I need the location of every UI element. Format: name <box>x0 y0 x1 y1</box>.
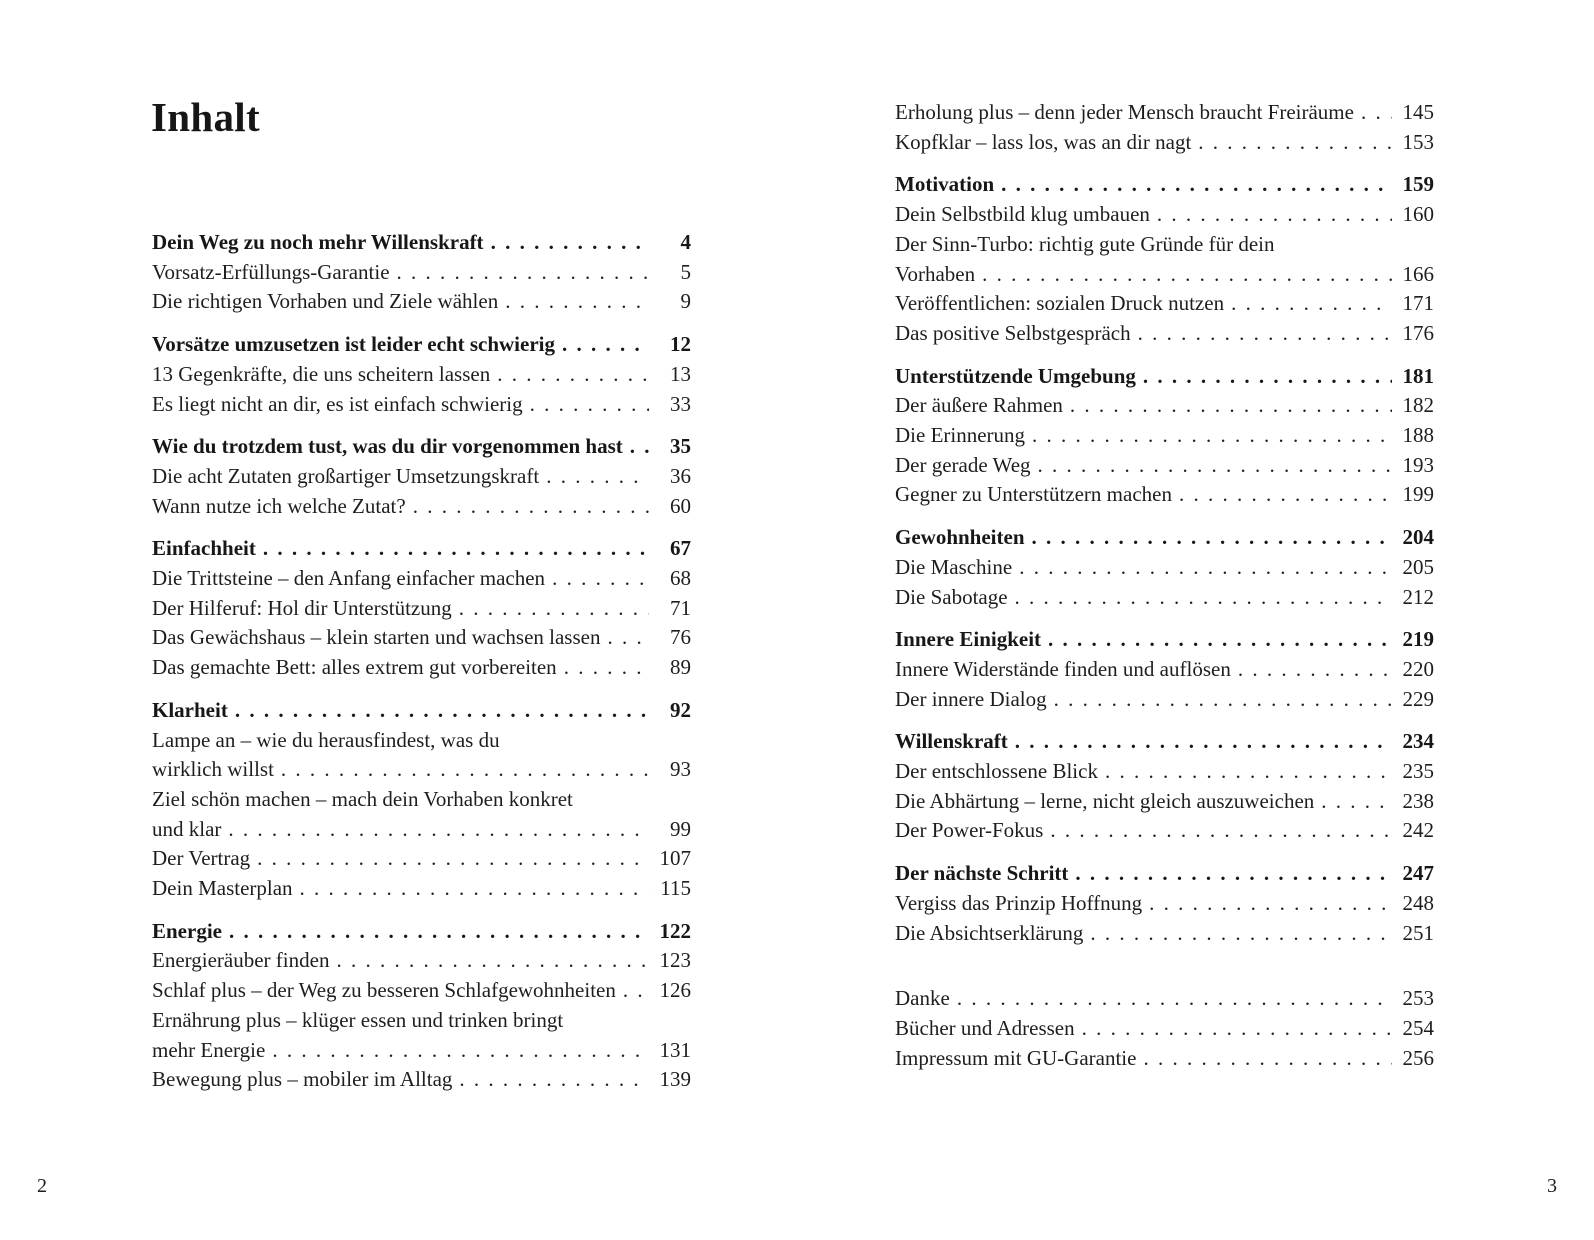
dot-leader <box>545 564 649 594</box>
toc-entry-label: Vergiss das Prinzip Hoffnung <box>895 890 1143 915</box>
dot-leader <box>1043 816 1392 846</box>
toc-entry-label: Dein Masterplan <box>152 876 293 901</box>
toc-entry-label: Wie du trotzdem tust, was du dir vorgenommen hast <box>152 434 623 459</box>
dot-leader <box>539 462 649 492</box>
dot-leader <box>1012 553 1392 583</box>
toc-entry-label: Energie <box>152 918 222 943</box>
toc-entry <box>895 889 1434 919</box>
dot-leader <box>1041 625 1392 655</box>
toc-entry-page: 89 <box>670 655 691 680</box>
toc-entry-page: 166 <box>1402 261 1434 286</box>
dot-leader <box>490 360 649 390</box>
dot-leader <box>1191 128 1392 158</box>
toc-entry-label: Motivation <box>895 172 995 197</box>
toc-entry-page: 68 <box>670 566 691 591</box>
toc-entry-page: 254 <box>1402 1015 1434 1040</box>
toc-entry <box>152 1065 691 1095</box>
toc-entry-label: Schlaf plus – der Weg zu besseren Schlafgewohnheiten <box>152 978 616 1003</box>
toc-entry <box>895 260 1434 290</box>
toc-entry <box>895 757 1434 787</box>
dot-leader <box>222 917 649 947</box>
toc-entry-page: 171 <box>1402 291 1434 316</box>
toc-entry-page: 251 <box>1402 920 1434 945</box>
toc-entry <box>152 228 691 258</box>
toc-entry-page: 122 <box>659 918 691 943</box>
toc-entry-page: 220 <box>1402 656 1434 681</box>
toc-entry <box>895 230 1434 260</box>
dot-leader <box>1075 1014 1392 1044</box>
toc-entry-page: 76 <box>670 625 691 650</box>
toc-entry-page: 35 <box>670 434 691 459</box>
toc-entry-page: 67 <box>670 536 691 561</box>
toc-entry-page: 33 <box>670 391 691 416</box>
toc-entry-label: wirklich willst <box>152 757 274 782</box>
toc-entry <box>152 755 691 785</box>
dot-leader <box>994 170 1392 200</box>
toc-entry-label: Einfachheit <box>152 536 256 561</box>
dot-leader <box>1083 919 1392 949</box>
dot-leader <box>1131 319 1392 349</box>
dot-leader <box>256 534 649 564</box>
dot-leader <box>1172 480 1392 510</box>
dot-leader <box>1142 889 1392 919</box>
dot-leader <box>1136 362 1392 392</box>
toc-entry <box>895 553 1434 583</box>
toc-entry <box>895 362 1434 392</box>
toc-entry <box>152 432 691 462</box>
toc-entry-label: Bewegung plus – mobiler im Alltag <box>152 1067 453 1092</box>
toc-entry-label: Die Sabotage <box>895 584 1008 609</box>
toc-entry-label: Die Absichtserklärung <box>895 920 1084 945</box>
dot-leader <box>329 946 649 976</box>
toc-entry-page: 60 <box>670 493 691 518</box>
toc-entry <box>895 451 1434 481</box>
toc-entry <box>152 330 691 360</box>
toc-entry-page: 71 <box>670 595 691 620</box>
toc-entry-page: 234 <box>1402 729 1434 754</box>
toc-entry-label: Wann nutze ich welche Zutat? <box>152 493 406 518</box>
toc-entry-label: Gegner zu Unterstützern machen <box>895 482 1172 507</box>
dot-leader <box>265 1036 649 1066</box>
toc-entry <box>152 258 691 288</box>
toc-entry-label: Der nächste Schritt <box>895 861 1069 886</box>
toc-entry-label: Der Hilferuf: Hol dir Unterstützung <box>152 595 452 620</box>
dot-leader <box>1068 859 1392 889</box>
toc-entry <box>895 685 1434 715</box>
toc-entry-label: Der Sinn-Turbo: richtig gute Gründe für dein <box>895 231 1275 256</box>
toc-entry <box>152 623 691 653</box>
dot-leader <box>600 623 649 653</box>
toc-entry-label: Die Erinnerung <box>895 423 1026 448</box>
toc-entry-page: 145 <box>1402 100 1434 124</box>
dot-leader <box>1008 727 1392 757</box>
toc-entry <box>895 1044 1434 1074</box>
dot-leader <box>1025 421 1392 451</box>
toc-entry-page: 182 <box>1402 393 1434 418</box>
toc-entry-label: Kopfklar – lass los, was an dir nagt <box>895 129 1192 154</box>
toc-entry-page: 160 <box>1402 202 1434 227</box>
toc-entry-page: 235 <box>1402 759 1434 784</box>
toc-entry-page: 219 <box>1402 627 1434 652</box>
toc-entry-label: Innere Einigkeit <box>895 627 1042 652</box>
toc-entry <box>152 785 691 815</box>
toc-entry-label: Energieräuber finden <box>152 948 330 973</box>
dot-leader <box>452 1065 649 1095</box>
toc-entry <box>895 625 1434 655</box>
dot-leader <box>975 260 1392 290</box>
dot-leader <box>1150 200 1392 230</box>
toc-entry-label: Vorhaben <box>895 261 976 286</box>
toc-entry-page: 247 <box>1402 861 1434 886</box>
toc-entry-page: 36 <box>670 463 691 488</box>
toc-entry-label: Der gerade Weg <box>895 452 1031 477</box>
toc-entry-page: 205 <box>1402 554 1434 579</box>
toc-entry-label: Das gemachte Bett: alles extrem gut vorbereiten <box>152 655 557 680</box>
toc-entry <box>895 421 1434 451</box>
toc-entry <box>152 653 691 683</box>
toc-entry <box>895 319 1434 349</box>
toc-entry <box>895 583 1434 613</box>
toc-entry-label: Die Trittsteine – den Anfang einfacher machen <box>152 566 546 591</box>
toc-entry-label: Dein Selbstbild klug umbauen <box>895 202 1150 227</box>
toc-entry <box>152 696 691 726</box>
toc-entry <box>895 128 1434 158</box>
toc-entry <box>895 480 1434 510</box>
toc-entry-page: 188 <box>1402 423 1434 448</box>
toc-list-right <box>895 98 1434 1073</box>
dot-leader <box>452 594 649 624</box>
toc-entry <box>152 917 691 947</box>
toc-entry-page: 99 <box>670 816 691 841</box>
toc-entry-label: Das Gewächshaus – klein starten und wachsen lassen <box>152 625 601 650</box>
dot-leader <box>1136 1044 1392 1074</box>
toc-entry <box>895 984 1434 1014</box>
toc-entry <box>152 462 691 492</box>
toc-entry <box>895 727 1434 757</box>
toc-entry-page: 139 <box>659 1067 691 1092</box>
dot-leader <box>555 330 649 360</box>
toc-entry <box>152 976 691 1006</box>
toc-entry <box>152 946 691 976</box>
toc-entry-label: Das positive Selbstgespräch <box>895 320 1131 345</box>
toc-entry-label: Die acht Zutaten großartiger Umsetzungskraft <box>152 463 540 488</box>
dot-leader <box>623 432 649 462</box>
toc-entry-label: Ziel schön machen – mach dein Vorhaben konkret <box>152 786 573 811</box>
dot-leader <box>293 874 649 904</box>
toc-entry <box>152 360 691 390</box>
toc-entry-page: 131 <box>659 1037 691 1062</box>
toc-entry-page: 153 <box>1402 129 1434 154</box>
toc-entry-label: Impressum mit GU-Garantie <box>895 1045 1137 1070</box>
dot-leader <box>616 976 649 1006</box>
toc-entry-label: Der innere Dialog <box>895 686 1047 711</box>
dot-leader <box>274 755 649 785</box>
toc-entry-label: Die richtigen Vorhaben und Ziele wählen <box>152 289 499 314</box>
dot-leader <box>1314 787 1392 817</box>
dot-leader <box>1354 98 1392 128</box>
toc-entry <box>895 1014 1434 1044</box>
toc-entry-page: 204 <box>1402 525 1434 550</box>
toc-entry-label: 13 Gegenkräfte, die uns scheitern lassen <box>152 361 491 386</box>
dot-leader <box>1025 523 1392 553</box>
toc-entry-page: 256 <box>1402 1045 1434 1070</box>
toc-entry <box>895 523 1434 553</box>
toc-entry-label: Bücher und Adressen <box>895 1015 1075 1040</box>
toc-entry-label: Erholung plus – denn jeder Mensch braucht Freiräume <box>895 100 1354 124</box>
toc-entry-page: 159 <box>1402 172 1434 197</box>
dot-leader <box>1047 685 1392 715</box>
toc-entry-page: 4 <box>680 230 691 254</box>
toc-entry-page: 212 <box>1402 584 1434 609</box>
toc-entry-label: Lampe an – wie du herausfindest, was du <box>152 727 500 752</box>
toc-entry-label: Vorsatz-Erfüllungs-Garantie <box>152 259 390 284</box>
toc-entry <box>895 170 1434 200</box>
toc-entry-page: 176 <box>1402 320 1434 345</box>
toc-entry-page: 115 <box>660 876 691 901</box>
toc-entry-page: 238 <box>1402 788 1434 813</box>
toc-entry <box>152 390 691 420</box>
toc-entry <box>152 874 691 904</box>
toc-entry-label: Willenskraft <box>895 729 1008 754</box>
toc-entry <box>895 919 1434 949</box>
toc-entry <box>895 98 1434 128</box>
toc-list-left <box>152 228 691 1095</box>
toc-entry <box>895 200 1434 230</box>
toc-entry-label: Vorsätze umzusetzen ist leider echt schwierig <box>152 332 555 357</box>
toc-entry-label: Gewohnheiten <box>895 525 1025 550</box>
toc-entry-label: Ernährung plus – klüger essen und trinken bringt <box>152 1007 564 1032</box>
dot-leader <box>1063 391 1392 421</box>
dot-leader <box>221 815 649 845</box>
toc-entry-label: Innere Widerstände finden und auflösen <box>895 656 1231 681</box>
toc-entry <box>152 844 691 874</box>
toc-entry-page: 13 <box>670 361 691 386</box>
page-title: Inhalt <box>151 94 260 140</box>
toc-entry <box>895 816 1434 846</box>
toc-entry-label: Unterstützende Umgebung <box>895 363 1136 388</box>
toc-entry-page: 93 <box>670 757 691 782</box>
toc-entry <box>895 391 1434 421</box>
toc-entry-page: 193 <box>1402 452 1434 477</box>
toc-entry-label: mehr Energie <box>152 1037 266 1062</box>
toc-entry <box>152 1036 691 1066</box>
dot-leader <box>523 390 649 420</box>
toc-entry-label: und klar <box>152 816 222 841</box>
dot-leader <box>484 228 649 258</box>
dot-leader <box>1031 451 1392 481</box>
toc-entry <box>152 287 691 317</box>
toc-entry-page: 126 <box>659 978 691 1003</box>
toc-entry <box>152 594 691 624</box>
dot-leader <box>1224 289 1392 319</box>
toc-entry-label: Es liegt nicht an dir, es ist einfach schwierig <box>152 391 523 416</box>
toc-entry <box>895 655 1434 685</box>
toc-entry-page: 199 <box>1402 482 1434 507</box>
toc-entry-label: Der Vertrag <box>152 846 251 871</box>
toc-entry-page: 12 <box>670 332 691 357</box>
toc-entry <box>895 289 1434 319</box>
toc-entry <box>152 1006 691 1036</box>
toc-entry-label: Der äußere Rahmen <box>895 393 1063 418</box>
dot-leader <box>228 696 649 726</box>
toc-entry <box>152 564 691 594</box>
toc-entry-page: 123 <box>659 948 691 973</box>
dot-leader <box>498 287 649 317</box>
dot-leader <box>950 984 1392 1014</box>
dot-leader <box>250 844 649 874</box>
toc-entry-label: Klarheit <box>152 697 228 722</box>
toc-entry-label: Der Power-Fokus <box>895 818 1044 843</box>
toc-entry-page: 253 <box>1402 986 1434 1011</box>
toc-entry-page: 107 <box>659 846 691 871</box>
toc-entry-page: 181 <box>1402 363 1434 388</box>
toc-entry <box>895 787 1434 817</box>
toc-entry <box>152 815 691 845</box>
toc-entry <box>895 859 1434 889</box>
toc-entry <box>152 726 691 756</box>
toc-entry-label: Der entschlossene Blick <box>895 759 1098 784</box>
dot-leader <box>390 258 649 288</box>
toc-entry-page: 248 <box>1402 890 1434 915</box>
toc-entry <box>152 492 691 522</box>
dot-leader <box>557 653 649 683</box>
toc-entry-page: 229 <box>1402 686 1434 711</box>
toc-entry-page: 92 <box>670 697 691 722</box>
toc-entry-page: 5 <box>680 259 691 284</box>
toc-entry-label: Danke <box>895 986 950 1011</box>
toc-entry-label: Dein Weg zu noch mehr Willenskraft <box>152 230 484 254</box>
toc-entry-label: Veröffentlichen: sozialen Druck nutzen <box>895 291 1225 316</box>
dot-leader <box>406 492 649 522</box>
dot-leader <box>1008 583 1392 613</box>
right-page-number: 3 <box>1547 1175 1557 1197</box>
toc-entry-label: Die Abhärtung – lerne, nicht gleich auszuweichen <box>895 788 1315 813</box>
left-page-number: 2 <box>37 1175 47 1197</box>
toc-entry <box>152 534 691 564</box>
toc-entry-label: Die Maschine <box>895 554 1013 579</box>
dot-leader <box>1231 655 1392 685</box>
toc-entry-page: 242 <box>1402 818 1434 843</box>
dot-leader <box>1098 757 1392 787</box>
toc-entry-page: 9 <box>680 289 691 314</box>
